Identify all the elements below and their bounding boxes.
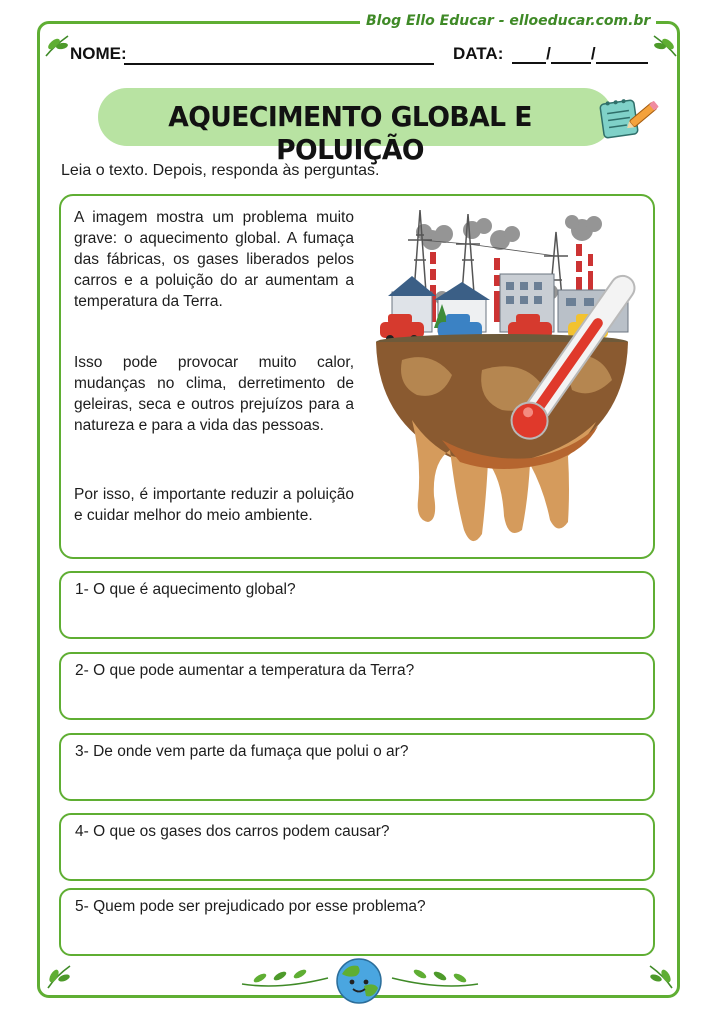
question-text: 4- O que os gases dos carros podem causar?: [75, 823, 390, 840]
leaf-icon: [240, 966, 330, 992]
notebook-pencil-icon: [598, 90, 662, 146]
question-text: 5- Quem pode ser prejudicado por esse problema?: [75, 898, 426, 915]
date-separator: /: [590, 44, 596, 63]
date-month-line[interactable]: [551, 46, 591, 64]
instruction-text: Leia o texto. Depois, responda às perguntas.: [61, 162, 380, 179]
question-box[interactable]: [59, 571, 655, 639]
leaf-icon: [44, 32, 72, 58]
paragraph-1: A imagem mostra um problema muito grave: o aquecimento global. A fumaça das fábricas, os gases liberados pelos carros e a poluição do ar aumentam a temperatura da Terra.: [74, 209, 354, 310]
question-text: 3- De onde vem parte da fumaça que polui o ar?: [75, 743, 409, 760]
question-text: 2- O que pode aumentar a temperatura da Terra?: [75, 662, 415, 679]
paragraph-3: Por isso, é importante reduzir a poluição e cuidar melhor do meio ambiente.: [74, 486, 354, 524]
leaf-icon: [44, 962, 74, 990]
question-box[interactable]: [59, 733, 655, 801]
leaf-icon: [650, 32, 678, 58]
question-text: 1- O que é aquecimento global?: [75, 581, 296, 598]
melting-earth-illustration: [372, 200, 644, 555]
date-separator: /: [546, 44, 551, 63]
blog-label: Blog Ello Educar - elloeducar.com.br: [360, 13, 656, 29]
paragraph-2: Isso pode provocar muito calor, mudanças no clima, derretimento de geleiras, seca e outros prejuízos para a natureza e para a vida das pessoas.: [74, 354, 354, 434]
leaf-icon: [390, 966, 480, 992]
smiling-earth-icon: [334, 956, 384, 1006]
question-box[interactable]: [59, 813, 655, 881]
date-field[interactable]: [453, 44, 648, 64]
name-line[interactable]: [124, 63, 434, 65]
leaf-icon: [646, 962, 676, 990]
question-box[interactable]: [59, 888, 655, 956]
date-label: DATA:: [453, 44, 504, 63]
name-label: NOME:: [70, 44, 127, 63]
page-title: AQUECIMENTO GLOBAL E POLUIÇÃO: [168, 100, 532, 166]
date-year-line[interactable]: [596, 46, 648, 64]
question-box[interactable]: [59, 652, 655, 720]
date-day-line[interactable]: [512, 46, 546, 64]
